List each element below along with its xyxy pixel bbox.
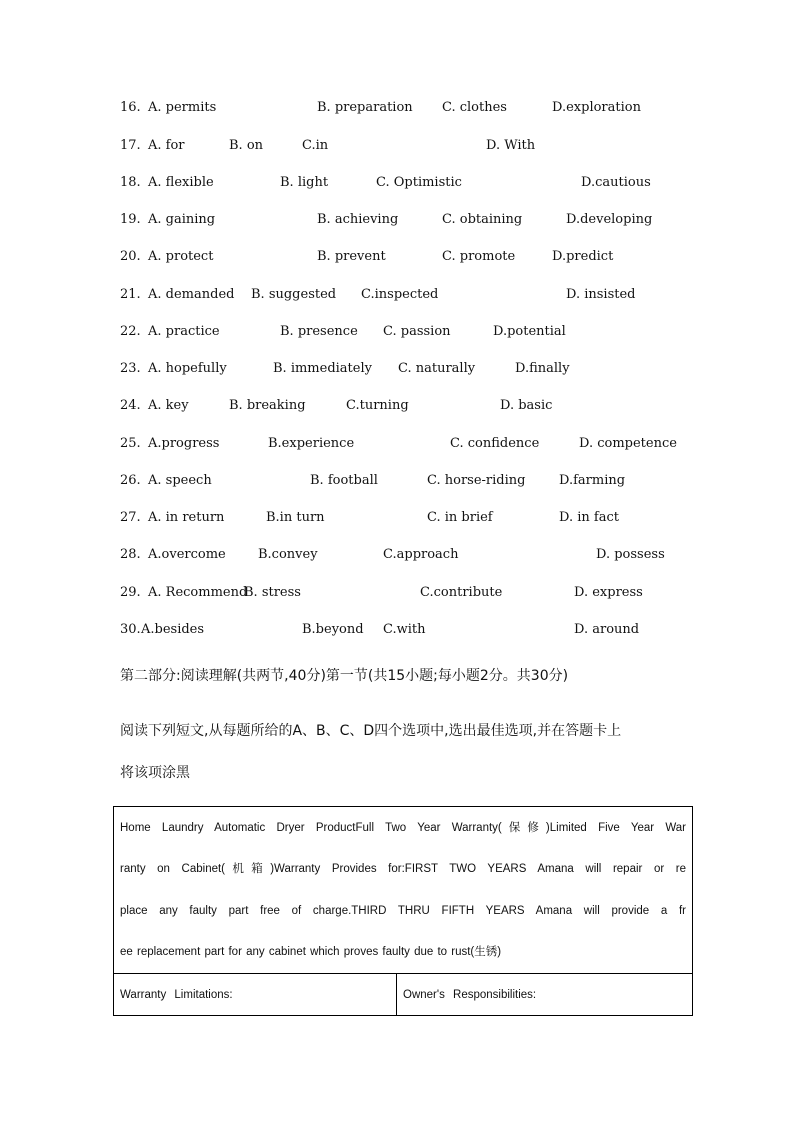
option-d: D.developing <box>566 212 653 227</box>
owner-responsibilities-cell: Owner's Responsibilities: <box>403 989 537 1001</box>
option-a: A. Recommend <box>148 585 248 600</box>
option-d: D. With <box>486 138 536 153</box>
option-b: B. light <box>280 175 329 190</box>
option-b: B. presence <box>280 324 358 339</box>
option-a: A. for <box>148 138 185 153</box>
option-c: C. Optimistic <box>376 175 462 190</box>
option-c: C.with <box>383 622 426 637</box>
option-c: C.in <box>302 138 329 153</box>
warranty-text-line: Home Laundry Automatic Dryer ProductFull Two Year Warranty(保修)Limited Five Year War <box>120 822 686 834</box>
option-d: D. around <box>574 622 640 637</box>
option-d: D. basic <box>500 398 553 413</box>
option-b: B.in turn <box>266 510 325 525</box>
section-heading: 第二部分:阅读理解(共两节,40分)第一节(共15小题;每小题2分。共30分) <box>120 668 569 684</box>
option-b: B.experience <box>268 436 355 451</box>
option-d: D.potential <box>493 324 566 339</box>
option-b: B. immediately <box>273 361 372 376</box>
warranty-table <box>113 806 693 1016</box>
warranty-description-cell <box>114 807 692 974</box>
option-b: B. breaking <box>229 398 306 413</box>
option-d: D. insisted <box>566 287 636 302</box>
option-a: A.progress <box>148 436 220 451</box>
option-d: D.cautious <box>581 175 651 190</box>
option-d: D. competence <box>579 436 677 451</box>
option-b: B. football <box>310 473 378 488</box>
option-b: B. on <box>229 138 264 153</box>
option-c: C. naturally <box>398 361 476 376</box>
warranty-text-line: ee replacement part for any cabinet which proves faulty due to rust(生锈) <box>120 946 502 958</box>
option-c: C. promote <box>442 249 516 264</box>
instructions-line-1: 阅读下列短文,从每题所给的A、B、C、D四个选项中,选出最佳选项,并在答题卡上 <box>120 723 622 739</box>
option-a: A.overcome <box>148 547 226 562</box>
option-a: A. key <box>148 398 189 413</box>
option-a: A. in return <box>148 510 225 525</box>
option-c: C. clothes <box>442 100 507 115</box>
option-b: B. prevent <box>317 249 386 264</box>
warranty-limitations-cell: Warranty Limitations: <box>120 989 233 1001</box>
option-a: A. protect <box>148 249 214 264</box>
option-d: D.predict <box>552 249 614 264</box>
option-b: B.convey <box>258 547 318 562</box>
option-c: C.approach <box>383 547 459 562</box>
option-c: C.contribute <box>420 585 503 600</box>
page: 16. A. permits B. preparation C. clothes D.exploration 17. A. for B. on C.in D. With 18. A. flexible B. light C. Optimistic D.cautious 19. A. gaining B. achieving C. obtaining D.developing 20. A. protect B. prevent C. promote D.predict 21. A. demanded B. suggested C.inspected D. insisted 22. A. practice B. presence C. passion D.potential 23. A. hopefully B. immediately C. naturally D.finally 24. A. key B. breaking C.turning D. basic 25. A.progress B.experience C. confidence D. competence 26. A. speech B. football C. horse-riding D.farming 27. A. in return B.in turn C. in brief D. in fact 28. A.overcome B.convey C.approach D. possess 29. A. Recommend B. stress C.contribute D. express 30. A.besides B.beyond C.with D. around 第二部分:阅读理解(共两节,40分)第一节(共15小题;每小题2分。共30分) 阅读下列短文,从每题所给的A、B、C、D四个选项中,选出最佳选项,并在答题卡上 将该项涂黑 Home Laundry Automatic Dryer ProductFull Two Year Warranty(保修)Limited Five Year War ranty on Cabinet(机箱)Warranty Provides for:FIRST TWO YEARS Amana will repair or re place any faulty part free of charge.THIRD THRU FIFTH YEARS Amana will provide a fr ee replacement part for any cabinet which proves faulty due to rust(生锈) Warranty Limitations: Owner's Responsibilities: <box>0 0 794 1123</box>
instructions-line-2: 将该项涂黑 <box>120 765 190 781</box>
option-b: B. suggested <box>251 287 337 302</box>
option-c: C. confidence <box>450 436 540 451</box>
option-c: C.turning <box>346 398 409 413</box>
option-c: C.inspected <box>361 287 439 302</box>
option-a: A. flexible <box>148 175 214 190</box>
option-b: B.beyond <box>302 622 364 637</box>
option-a: A. gaining <box>148 212 216 227</box>
option-d: D.finally <box>515 361 570 376</box>
option-a: A. permits <box>148 100 217 115</box>
option-b: B. preparation <box>317 100 413 115</box>
option-d: D. in fact <box>559 510 619 525</box>
option-d: D. possess <box>596 547 665 562</box>
warranty-text-line: ranty on Cabinet(机箱)Warranty Provides for:FIRST TWO YEARS Amana will repair or re <box>120 863 686 875</box>
option-d: D.exploration <box>552 100 641 115</box>
option-c: C. passion <box>383 324 451 339</box>
warranty-text-line: place any faulty part free of charge.THIRD THRU FIFTH YEARS Amana will provide a fr <box>120 905 686 917</box>
option-c: C. horse-riding <box>427 473 526 488</box>
option-a: A. speech <box>148 473 212 488</box>
option-c: C. obtaining <box>442 212 523 227</box>
option-d: D. express <box>574 585 643 600</box>
option-a: A.besides <box>141 622 205 637</box>
option-b: B. stress <box>244 585 301 600</box>
option-a: A. demanded <box>148 287 235 302</box>
option-c: C. in brief <box>427 510 493 525</box>
option-a: A. hopefully <box>148 361 227 376</box>
option-a: A. practice <box>148 324 220 339</box>
option-b: B. achieving <box>317 212 399 227</box>
option-d: D.farming <box>559 473 626 488</box>
